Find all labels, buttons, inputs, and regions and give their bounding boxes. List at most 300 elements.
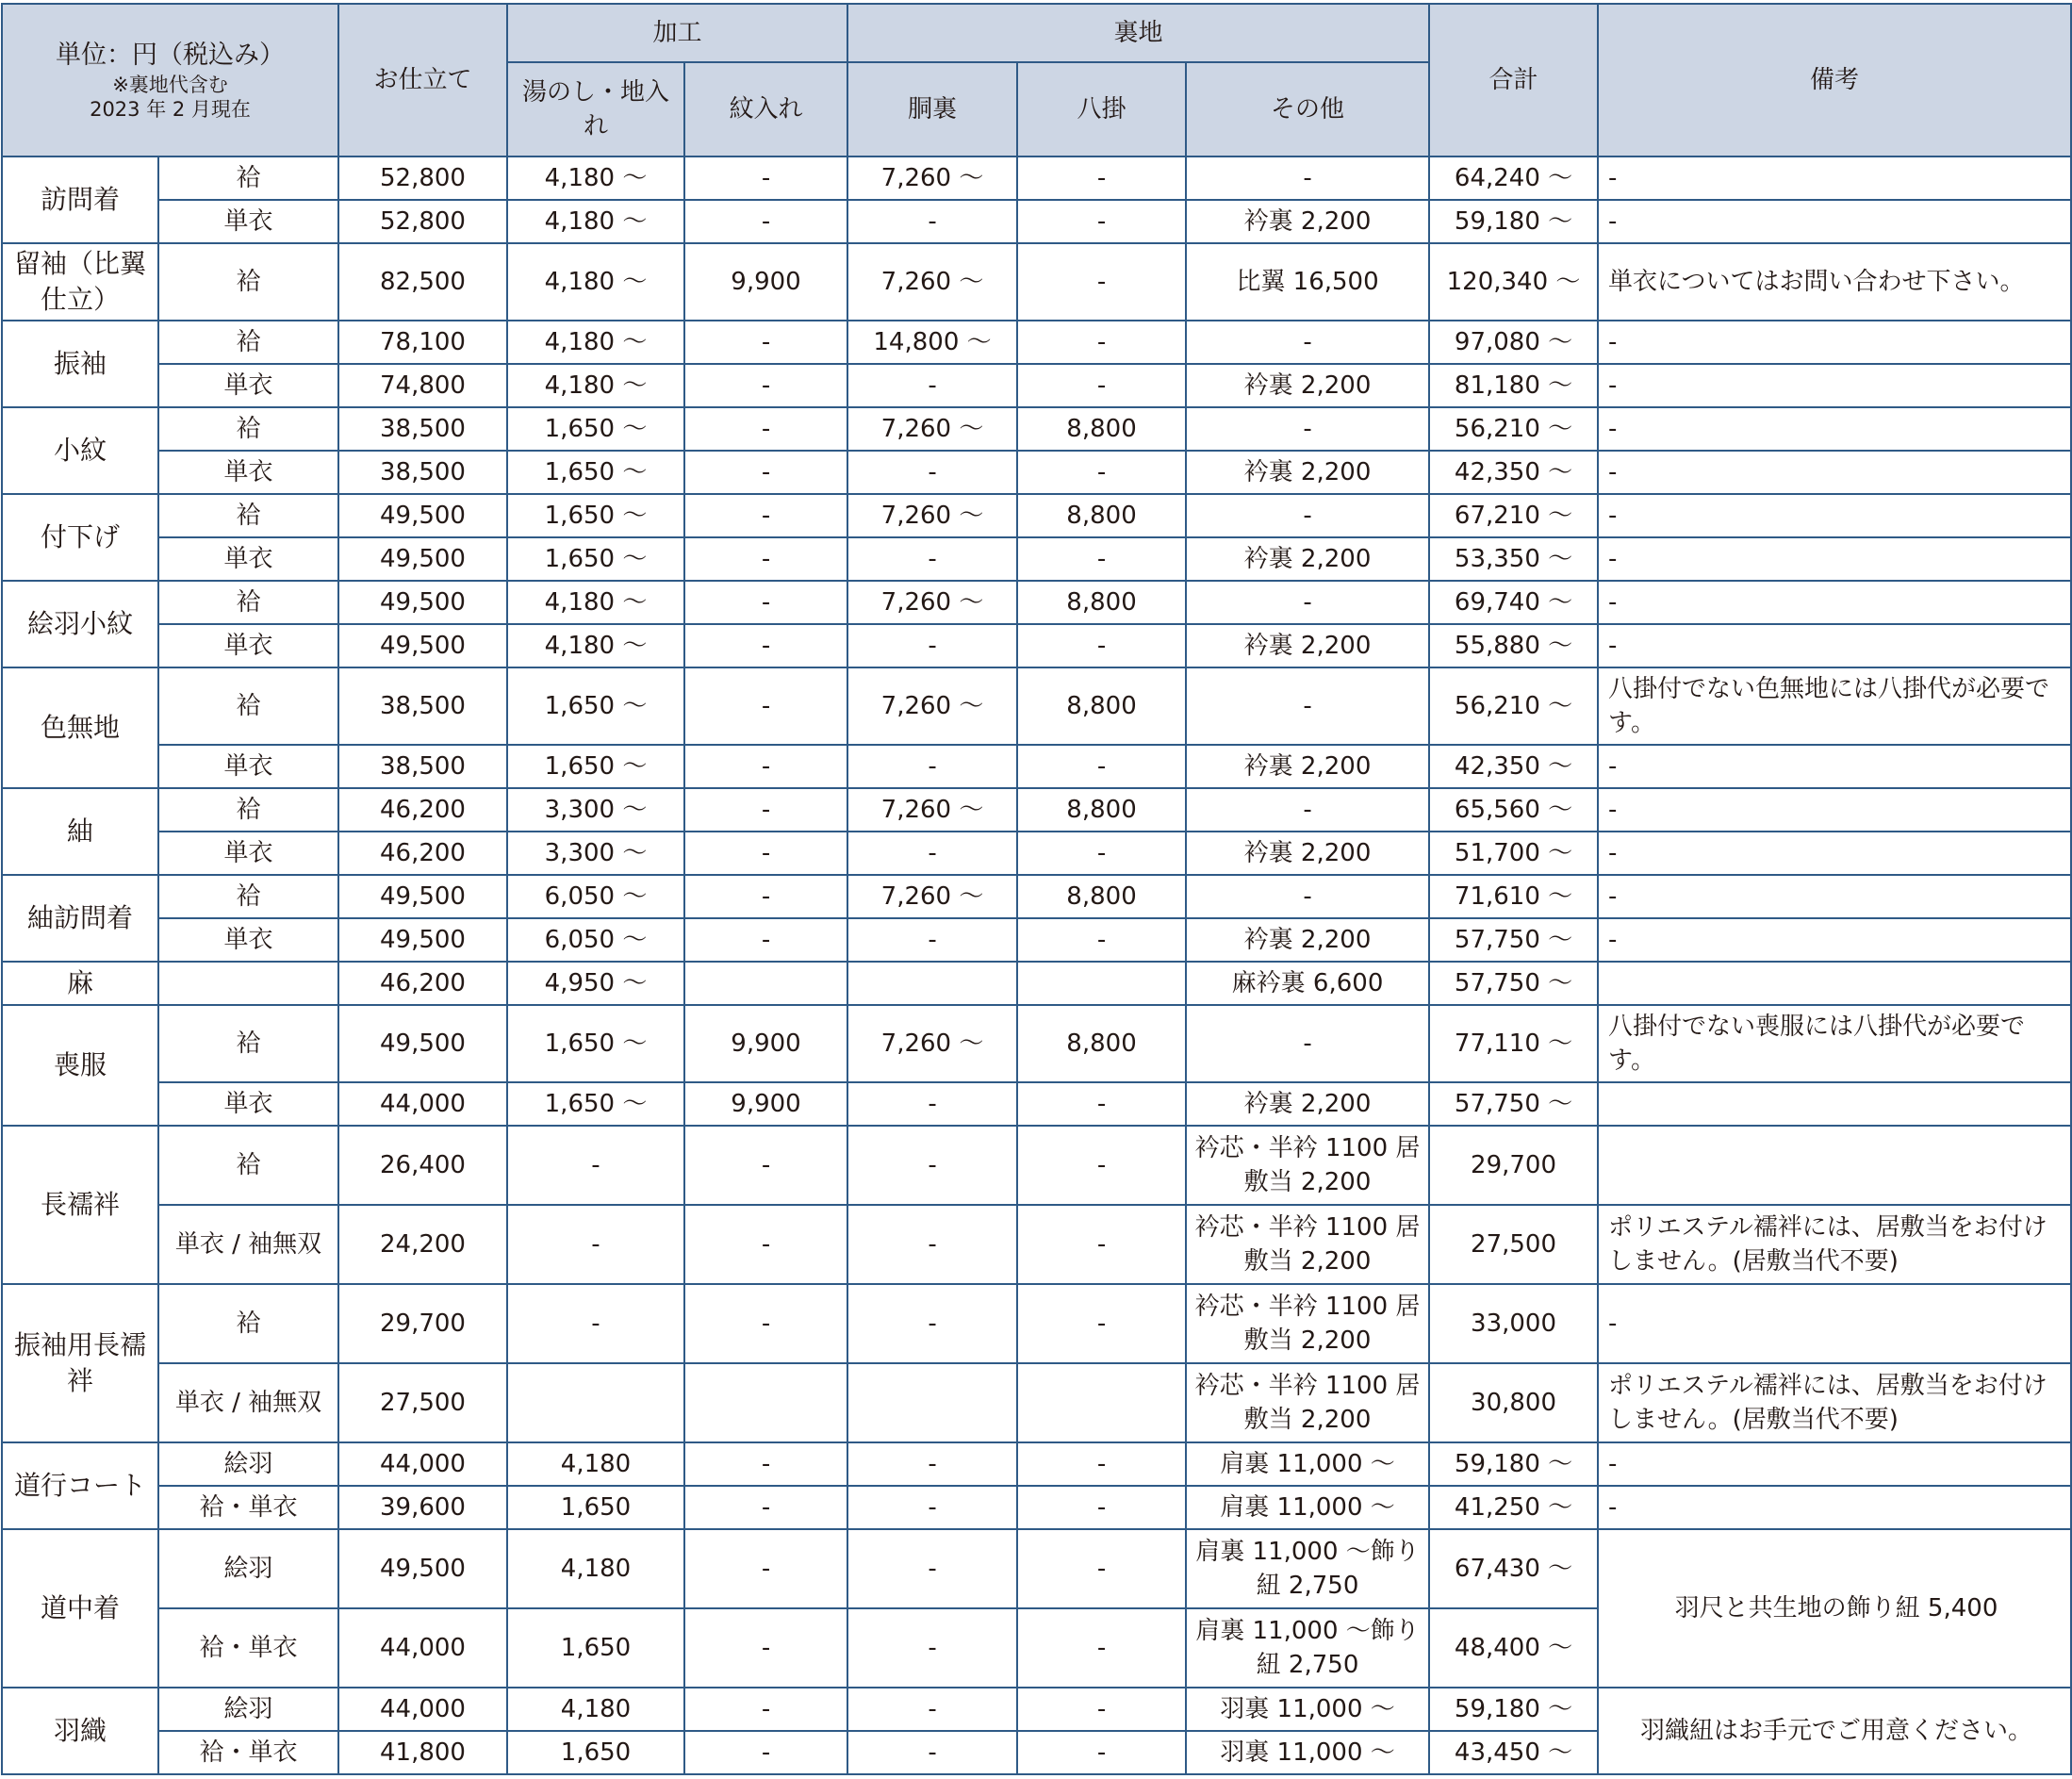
total-cell: 53,350 〜 bbox=[1429, 537, 1598, 581]
kimono-name-cell: 絵羽小紋 bbox=[2, 581, 158, 667]
table-row bbox=[2, 1363, 2071, 1442]
oshitate-cell: 24,200 bbox=[338, 1205, 507, 1284]
sonota-cell: - bbox=[1186, 1005, 1429, 1082]
oshitate-cell: 49,500 bbox=[338, 624, 507, 667]
kimono-name-cell: 道中着 bbox=[2, 1529, 158, 1688]
remarks-cell: - bbox=[1598, 364, 2071, 407]
header-urachi: 裏地 bbox=[847, 4, 1429, 62]
remarks-cell: - bbox=[1598, 451, 2071, 494]
oshitate-cell: 52,800 bbox=[338, 156, 507, 200]
kimono-name-cell: 紬 bbox=[2, 788, 158, 875]
hakake-cell: - bbox=[1017, 364, 1186, 407]
oshitate-cell: 44,000 bbox=[338, 1688, 507, 1731]
as-of-date: 2023 年 2 月現在 bbox=[90, 98, 251, 121]
sonota-cell: 衿裏 2,200 bbox=[1186, 918, 1429, 962]
moniri-cell: 9,900 bbox=[684, 1005, 847, 1082]
dou-cell: - bbox=[847, 832, 1017, 875]
total-cell: 43,450 〜 bbox=[1429, 1731, 1598, 1774]
moniri-cell bbox=[684, 962, 847, 1005]
yunoshi-cell: 4,180 〜 bbox=[507, 581, 684, 624]
oshitate-cell: 44,000 bbox=[338, 1442, 507, 1486]
unit-header-cell bbox=[2, 4, 338, 156]
dou-cell bbox=[847, 962, 1017, 1005]
remarks-cell: - bbox=[1598, 494, 2071, 537]
lining-type-cell: 袷 bbox=[158, 581, 338, 624]
lining-type-cell: 単衣 bbox=[158, 918, 338, 962]
remarks-cell: - bbox=[1598, 624, 2071, 667]
hakake-cell: - bbox=[1017, 1608, 1186, 1688]
lining-type-cell: 袷 bbox=[158, 494, 338, 537]
header-remarks: 備考 bbox=[1598, 4, 2071, 156]
remarks-cell: 八掛付でない喪服には八掛代が必要です。 bbox=[1598, 1005, 2071, 1082]
table-row bbox=[2, 1442, 2071, 1486]
lining-type-cell: 袷 bbox=[158, 407, 338, 451]
dou-cell: 7,260 〜 bbox=[847, 407, 1017, 451]
yunoshi-cell: 3,300 〜 bbox=[507, 832, 684, 875]
hakake-cell: 8,800 bbox=[1017, 667, 1186, 745]
oshitate-cell: 49,500 bbox=[338, 537, 507, 581]
oshitate-cell: 49,500 bbox=[338, 1005, 507, 1082]
lining-type-cell: 袷 bbox=[158, 321, 338, 364]
yunoshi-cell: 1,650 bbox=[507, 1486, 684, 1529]
table-row bbox=[2, 667, 2071, 745]
yunoshi-cell: 4,180 〜 bbox=[507, 156, 684, 200]
yunoshi-cell: 1,650 〜 bbox=[507, 537, 684, 581]
remarks-cell: ポリエステル襦袢には、居敷当をお付けしません。(居敷当代不要) bbox=[1598, 1205, 2071, 1284]
moniri-cell: - bbox=[684, 1126, 847, 1205]
hakake-cell: 8,800 bbox=[1017, 788, 1186, 832]
total-cell: 29,700 bbox=[1429, 1126, 1598, 1205]
total-cell: 65,560 〜 bbox=[1429, 788, 1598, 832]
table-row bbox=[2, 1284, 2071, 1363]
kimono-name-cell: 道行コート bbox=[2, 1442, 158, 1529]
sonota-cell: - bbox=[1186, 156, 1429, 200]
remarks-cell: - bbox=[1598, 875, 2071, 918]
remarks-cell: - bbox=[1598, 581, 2071, 624]
remarks-cell: - bbox=[1598, 156, 2071, 200]
hakake-cell: - bbox=[1017, 1205, 1186, 1284]
moniri-cell: - bbox=[684, 451, 847, 494]
lining-type-cell bbox=[158, 962, 338, 1005]
sonota-cell: 衿芯・半衿 1100 居敷当 2,200 bbox=[1186, 1126, 1429, 1205]
oshitate-cell: 49,500 bbox=[338, 494, 507, 537]
remarks-cell: - bbox=[1598, 1284, 2071, 1363]
table-row bbox=[2, 745, 2071, 788]
total-cell: 71,610 〜 bbox=[1429, 875, 1598, 918]
total-cell: 67,430 〜 bbox=[1429, 1529, 1598, 1608]
lining-type-cell: 単衣 bbox=[158, 1082, 338, 1126]
moniri-cell: - bbox=[684, 156, 847, 200]
oshitate-cell: 44,000 bbox=[338, 1608, 507, 1688]
oshitate-cell: 27,500 bbox=[338, 1363, 507, 1442]
price-table-body bbox=[2, 156, 2071, 1774]
total-cell: 59,180 〜 bbox=[1429, 200, 1598, 243]
lining-type-cell: 単衣 / 袖無双 bbox=[158, 1363, 338, 1442]
sonota-cell: 肩裏 11,000 〜 bbox=[1186, 1442, 1429, 1486]
lining-type-cell: 袷 bbox=[158, 1005, 338, 1082]
table-row bbox=[2, 624, 2071, 667]
sonota-cell: 衿芯・半衿 1100 居敷当 2,200 bbox=[1186, 1363, 1429, 1442]
oshitate-cell: 39,600 bbox=[338, 1486, 507, 1529]
remarks-cell: - bbox=[1598, 745, 2071, 788]
hakake-cell: 8,800 bbox=[1017, 1005, 1186, 1082]
dou-cell: - bbox=[847, 537, 1017, 581]
yunoshi-cell: 6,050 〜 bbox=[507, 875, 684, 918]
total-cell: 59,180 〜 bbox=[1429, 1688, 1598, 1731]
remarks-cell: 八掛付でない色無地には八掛代が必要です。 bbox=[1598, 667, 2071, 745]
oshitate-cell: 82,500 bbox=[338, 243, 507, 321]
hakake-cell: - bbox=[1017, 1442, 1186, 1486]
total-cell: 57,750 〜 bbox=[1429, 962, 1598, 1005]
table-row bbox=[2, 1126, 2071, 1205]
lining-type-cell: 袷・単衣 bbox=[158, 1486, 338, 1529]
moniri-cell: 9,900 bbox=[684, 1082, 847, 1126]
dou-cell: - bbox=[847, 1442, 1017, 1486]
sonota-cell: 比翼 16,500 bbox=[1186, 243, 1429, 321]
yunoshi-cell: 4,180 〜 bbox=[507, 321, 684, 364]
header-hakake: 八掛 bbox=[1017, 62, 1186, 156]
yunoshi-cell: 1,650 〜 bbox=[507, 451, 684, 494]
oshitate-cell: 49,500 bbox=[338, 875, 507, 918]
sonota-cell: 衿芯・半衿 1100 居敷当 2,200 bbox=[1186, 1284, 1429, 1363]
table-row bbox=[2, 1205, 2071, 1284]
total-cell: 81,180 〜 bbox=[1429, 364, 1598, 407]
dou-cell: - bbox=[847, 1205, 1017, 1284]
oshitate-cell: 46,200 bbox=[338, 962, 507, 1005]
lining-type-cell: 袷 bbox=[158, 156, 338, 200]
yunoshi-cell: 4,180 〜 bbox=[507, 624, 684, 667]
lining-type-cell: 袷 bbox=[158, 1126, 338, 1205]
total-cell: 48,400 〜 bbox=[1429, 1608, 1598, 1688]
header-yunoshi: 湯のし・地入れ bbox=[507, 62, 684, 156]
hakake-cell: - bbox=[1017, 200, 1186, 243]
dou-cell: 7,260 〜 bbox=[847, 156, 1017, 200]
hakake-cell: 8,800 bbox=[1017, 407, 1186, 451]
lining-type-cell: 単衣 bbox=[158, 745, 338, 788]
sonota-cell: 衿裏 2,200 bbox=[1186, 451, 1429, 494]
total-cell: 120,340 〜 bbox=[1429, 243, 1598, 321]
kimono-name-cell: 留袖（比翼仕立） bbox=[2, 243, 158, 321]
yunoshi-cell: 1,650 〜 bbox=[507, 745, 684, 788]
kimono-name-cell: 紬訪問着 bbox=[2, 875, 158, 962]
total-cell: 67,210 〜 bbox=[1429, 494, 1598, 537]
hakake-cell: - bbox=[1017, 624, 1186, 667]
moniri-cell: - bbox=[684, 494, 847, 537]
total-cell: 64,240 〜 bbox=[1429, 156, 1598, 200]
remarks-cell bbox=[1598, 1126, 2071, 1205]
hakake-cell: - bbox=[1017, 1529, 1186, 1608]
lining-type-cell: 袷・単衣 bbox=[158, 1608, 338, 1688]
oshitate-cell: 74,800 bbox=[338, 364, 507, 407]
lining-type-cell: 袷・単衣 bbox=[158, 1731, 338, 1774]
moniri-cell: - bbox=[684, 407, 847, 451]
lining-type-cell: 単衣 bbox=[158, 200, 338, 243]
total-cell: 69,740 〜 bbox=[1429, 581, 1598, 624]
hakake-cell: - bbox=[1017, 156, 1186, 200]
header-sonota: その他 bbox=[1186, 62, 1429, 156]
oshitate-cell: 38,500 bbox=[338, 407, 507, 451]
table-row bbox=[2, 1486, 2071, 1529]
unit-note: ※裏地代含む bbox=[112, 74, 228, 96]
yunoshi-cell: 1,650 〜 bbox=[507, 667, 684, 745]
moniri-cell: - bbox=[684, 1529, 847, 1608]
yunoshi-cell: 1,650 bbox=[507, 1731, 684, 1774]
yunoshi-cell bbox=[507, 1363, 684, 1442]
table-row bbox=[2, 494, 2071, 537]
sonota-cell: - bbox=[1186, 494, 1429, 537]
moniri-cell: - bbox=[684, 788, 847, 832]
remarks-cell: 羽尺と共生地の飾り紐 5,400 bbox=[1598, 1529, 2071, 1688]
hakake-cell: 8,800 bbox=[1017, 581, 1186, 624]
sonota-cell: 衿裏 2,200 bbox=[1186, 537, 1429, 581]
remarks-cell: - bbox=[1598, 407, 2071, 451]
dou-cell: 7,260 〜 bbox=[847, 1005, 1017, 1082]
table-row bbox=[2, 200, 2071, 243]
sonota-cell: 肩裏 11,000 〜飾り紐 2,750 bbox=[1186, 1529, 1429, 1608]
oshitate-cell: 41,800 bbox=[338, 1731, 507, 1774]
yunoshi-cell: 4,950 〜 bbox=[507, 962, 684, 1005]
total-cell: 56,210 〜 bbox=[1429, 667, 1598, 745]
table-row bbox=[2, 407, 2071, 451]
lining-type-cell: 袷 bbox=[158, 243, 338, 321]
header-moniri: 紋入れ bbox=[684, 62, 847, 156]
total-cell: 77,110 〜 bbox=[1429, 1005, 1598, 1082]
oshitate-cell: 49,500 bbox=[338, 581, 507, 624]
header-kakou: 加工 bbox=[507, 4, 847, 62]
table-row bbox=[2, 1688, 2071, 1731]
remarks-cell: - bbox=[1598, 918, 2071, 962]
total-cell: 42,350 〜 bbox=[1429, 451, 1598, 494]
hakake-cell: - bbox=[1017, 537, 1186, 581]
lining-type-cell: 単衣 bbox=[158, 624, 338, 667]
remarks-cell bbox=[1598, 1082, 2071, 1126]
table-row bbox=[2, 581, 2071, 624]
yunoshi-cell: 4,180 〜 bbox=[507, 243, 684, 321]
sonota-cell: 衿裏 2,200 bbox=[1186, 200, 1429, 243]
kimono-name-cell: 喪服 bbox=[2, 1005, 158, 1126]
hakake-cell: - bbox=[1017, 1731, 1186, 1774]
moniri-cell: - bbox=[684, 832, 847, 875]
hakake-cell: - bbox=[1017, 1688, 1186, 1731]
remarks-cell: ポリエステル襦袢には、居敷当をお付けしません。(居敷当代不要) bbox=[1598, 1363, 2071, 1442]
header-total: 合計 bbox=[1429, 4, 1598, 156]
remarks-cell: - bbox=[1598, 537, 2071, 581]
sonota-cell: 羽裏 11,000 〜 bbox=[1186, 1688, 1429, 1731]
total-cell: 27,500 bbox=[1429, 1205, 1598, 1284]
hakake-cell bbox=[1017, 962, 1186, 1005]
total-cell: 51,700 〜 bbox=[1429, 832, 1598, 875]
moniri-cell: - bbox=[684, 581, 847, 624]
yunoshi-cell: 3,300 〜 bbox=[507, 788, 684, 832]
total-cell: 97,080 〜 bbox=[1429, 321, 1598, 364]
dou-cell: 14,800 〜 bbox=[847, 321, 1017, 364]
sonota-cell: 衿裏 2,200 bbox=[1186, 1082, 1429, 1126]
table-row bbox=[2, 918, 2071, 962]
yunoshi-cell: 4,180 〜 bbox=[507, 200, 684, 243]
dou-cell: 7,260 〜 bbox=[847, 243, 1017, 321]
yunoshi-cell: 4,180 〜 bbox=[507, 364, 684, 407]
table-row bbox=[2, 962, 2071, 1005]
lining-type-cell: 絵羽 bbox=[158, 1688, 338, 1731]
yunoshi-cell: 1,650 bbox=[507, 1608, 684, 1688]
hakake-cell: - bbox=[1017, 832, 1186, 875]
moniri-cell: - bbox=[684, 1608, 847, 1688]
lining-type-cell: 単衣 / 袖無双 bbox=[158, 1205, 338, 1284]
dou-cell: - bbox=[847, 1688, 1017, 1731]
kimono-name-cell: 麻 bbox=[2, 962, 158, 1005]
total-cell: 57,750 〜 bbox=[1429, 918, 1598, 962]
price-table bbox=[1, 3, 2072, 1775]
lining-type-cell: 単衣 bbox=[158, 537, 338, 581]
yunoshi-cell: - bbox=[507, 1284, 684, 1363]
lining-type-cell: 絵羽 bbox=[158, 1442, 338, 1486]
yunoshi-cell: 4,180 bbox=[507, 1529, 684, 1608]
remarks-cell: - bbox=[1598, 1442, 2071, 1486]
sonota-cell: - bbox=[1186, 407, 1429, 451]
dou-cell: - bbox=[847, 1731, 1017, 1774]
dou-cell: - bbox=[847, 451, 1017, 494]
lining-type-cell: 袷 bbox=[158, 1284, 338, 1363]
remarks-cell: 羽織紐はお手元でご用意ください。 bbox=[1598, 1688, 2071, 1774]
oshitate-cell: 78,100 bbox=[338, 321, 507, 364]
lining-type-cell: 単衣 bbox=[158, 451, 338, 494]
dou-cell: - bbox=[847, 1608, 1017, 1688]
moniri-cell: - bbox=[684, 875, 847, 918]
moniri-cell: - bbox=[684, 1284, 847, 1363]
sonota-cell: 衿裏 2,200 bbox=[1186, 624, 1429, 667]
moniri-cell: - bbox=[684, 745, 847, 788]
dou-cell: - bbox=[847, 1082, 1017, 1126]
sonota-cell: 衿裏 2,200 bbox=[1186, 364, 1429, 407]
table-row bbox=[2, 243, 2071, 321]
moniri-cell: - bbox=[684, 537, 847, 581]
oshitate-cell: 44,000 bbox=[338, 1082, 507, 1126]
yunoshi-cell: 1,650 〜 bbox=[507, 1082, 684, 1126]
oshitate-cell: 49,500 bbox=[338, 918, 507, 962]
sonota-cell: - bbox=[1186, 581, 1429, 624]
oshitate-cell: 52,800 bbox=[338, 200, 507, 243]
hakake-cell: - bbox=[1017, 1082, 1186, 1126]
sonota-cell: - bbox=[1186, 321, 1429, 364]
dou-cell: - bbox=[847, 364, 1017, 407]
moniri-cell: - bbox=[684, 364, 847, 407]
dou-cell: 7,260 〜 bbox=[847, 494, 1017, 537]
total-cell: 57,750 〜 bbox=[1429, 1082, 1598, 1126]
oshitate-cell: 38,500 bbox=[338, 745, 507, 788]
dou-cell bbox=[847, 1363, 1017, 1442]
moniri-cell: 9,900 bbox=[684, 243, 847, 321]
moniri-cell: - bbox=[684, 667, 847, 745]
yunoshi-cell: 4,180 bbox=[507, 1442, 684, 1486]
hakake-cell: - bbox=[1017, 1284, 1186, 1363]
kimono-name-cell: 色無地 bbox=[2, 667, 158, 788]
dou-cell: 7,260 〜 bbox=[847, 788, 1017, 832]
yunoshi-cell: 6,050 〜 bbox=[507, 918, 684, 962]
kimono-name-cell: 羽織 bbox=[2, 1688, 158, 1774]
unit-label: 単位：円（税込み） bbox=[56, 41, 285, 70]
hakake-cell bbox=[1017, 1363, 1186, 1442]
total-cell: 33,000 bbox=[1429, 1284, 1598, 1363]
table-row bbox=[2, 364, 2071, 407]
header-oshitate: お仕立て bbox=[338, 4, 507, 156]
dou-cell: - bbox=[847, 624, 1017, 667]
hakake-cell: - bbox=[1017, 451, 1186, 494]
lining-type-cell: 絵羽 bbox=[158, 1529, 338, 1608]
moniri-cell: - bbox=[684, 918, 847, 962]
hakake-cell: - bbox=[1017, 918, 1186, 962]
table-row bbox=[2, 537, 2071, 581]
remarks-cell: - bbox=[1598, 1486, 2071, 1529]
moniri-cell: - bbox=[684, 624, 847, 667]
table-row bbox=[2, 1529, 2071, 1608]
sonota-cell: 麻衿裏 6,600 bbox=[1186, 962, 1429, 1005]
dou-cell: - bbox=[847, 745, 1017, 788]
sonota-cell: 衿裏 2,200 bbox=[1186, 745, 1429, 788]
hakake-cell: - bbox=[1017, 243, 1186, 321]
hakake-cell: - bbox=[1017, 1486, 1186, 1529]
kimono-name-cell: 振袖用長襦袢 bbox=[2, 1284, 158, 1442]
hakake-cell: - bbox=[1017, 745, 1186, 788]
header-dou: 胴裏 bbox=[847, 62, 1017, 156]
lining-type-cell: 袷 bbox=[158, 788, 338, 832]
sonota-cell: 衿芯・半衿 1100 居敷当 2,200 bbox=[1186, 1205, 1429, 1284]
oshitate-cell: 38,500 bbox=[338, 451, 507, 494]
remarks-cell: - bbox=[1598, 832, 2071, 875]
dou-cell: - bbox=[847, 1486, 1017, 1529]
table-row bbox=[2, 875, 2071, 918]
oshitate-cell: 26,400 bbox=[338, 1126, 507, 1205]
total-cell: 41,250 〜 bbox=[1429, 1486, 1598, 1529]
total-cell: 42,350 〜 bbox=[1429, 745, 1598, 788]
dou-cell: 7,260 〜 bbox=[847, 581, 1017, 624]
sonota-cell: - bbox=[1186, 667, 1429, 745]
dou-cell: 7,260 〜 bbox=[847, 667, 1017, 745]
moniri-cell: - bbox=[684, 1731, 847, 1774]
dou-cell: - bbox=[847, 200, 1017, 243]
oshitate-cell: 49,500 bbox=[338, 1529, 507, 1608]
table-row bbox=[2, 1005, 2071, 1082]
total-cell: 59,180 〜 bbox=[1429, 1442, 1598, 1486]
table-row bbox=[2, 788, 2071, 832]
kimono-name-cell: 小紋 bbox=[2, 407, 158, 494]
moniri-cell: - bbox=[684, 200, 847, 243]
hakake-cell: - bbox=[1017, 1126, 1186, 1205]
table-row bbox=[2, 451, 2071, 494]
kimono-name-cell: 付下げ bbox=[2, 494, 158, 581]
moniri-cell: - bbox=[684, 1486, 847, 1529]
lining-type-cell: 袷 bbox=[158, 667, 338, 745]
kimono-name-cell: 訪問着 bbox=[2, 156, 158, 243]
yunoshi-cell: - bbox=[507, 1205, 684, 1284]
table-row bbox=[2, 156, 2071, 200]
yunoshi-cell: 1,650 〜 bbox=[507, 1005, 684, 1082]
lining-type-cell: 単衣 bbox=[158, 832, 338, 875]
total-cell: 56,210 〜 bbox=[1429, 407, 1598, 451]
sonota-cell: 衿裏 2,200 bbox=[1186, 832, 1429, 875]
dou-cell: - bbox=[847, 1284, 1017, 1363]
moniri-cell: - bbox=[684, 321, 847, 364]
sonota-cell: - bbox=[1186, 875, 1429, 918]
moniri-cell: - bbox=[684, 1688, 847, 1731]
total-cell: 30,800 bbox=[1429, 1363, 1598, 1442]
hakake-cell: 8,800 bbox=[1017, 875, 1186, 918]
kimono-name-cell: 長襦袢 bbox=[2, 1126, 158, 1284]
remarks-cell bbox=[1598, 962, 2071, 1005]
dou-cell: - bbox=[847, 1529, 1017, 1608]
sonota-cell: 肩裏 11,000 〜飾り紐 2,750 bbox=[1186, 1608, 1429, 1688]
yunoshi-cell: - bbox=[507, 1126, 684, 1205]
lining-type-cell: 袷 bbox=[158, 875, 338, 918]
